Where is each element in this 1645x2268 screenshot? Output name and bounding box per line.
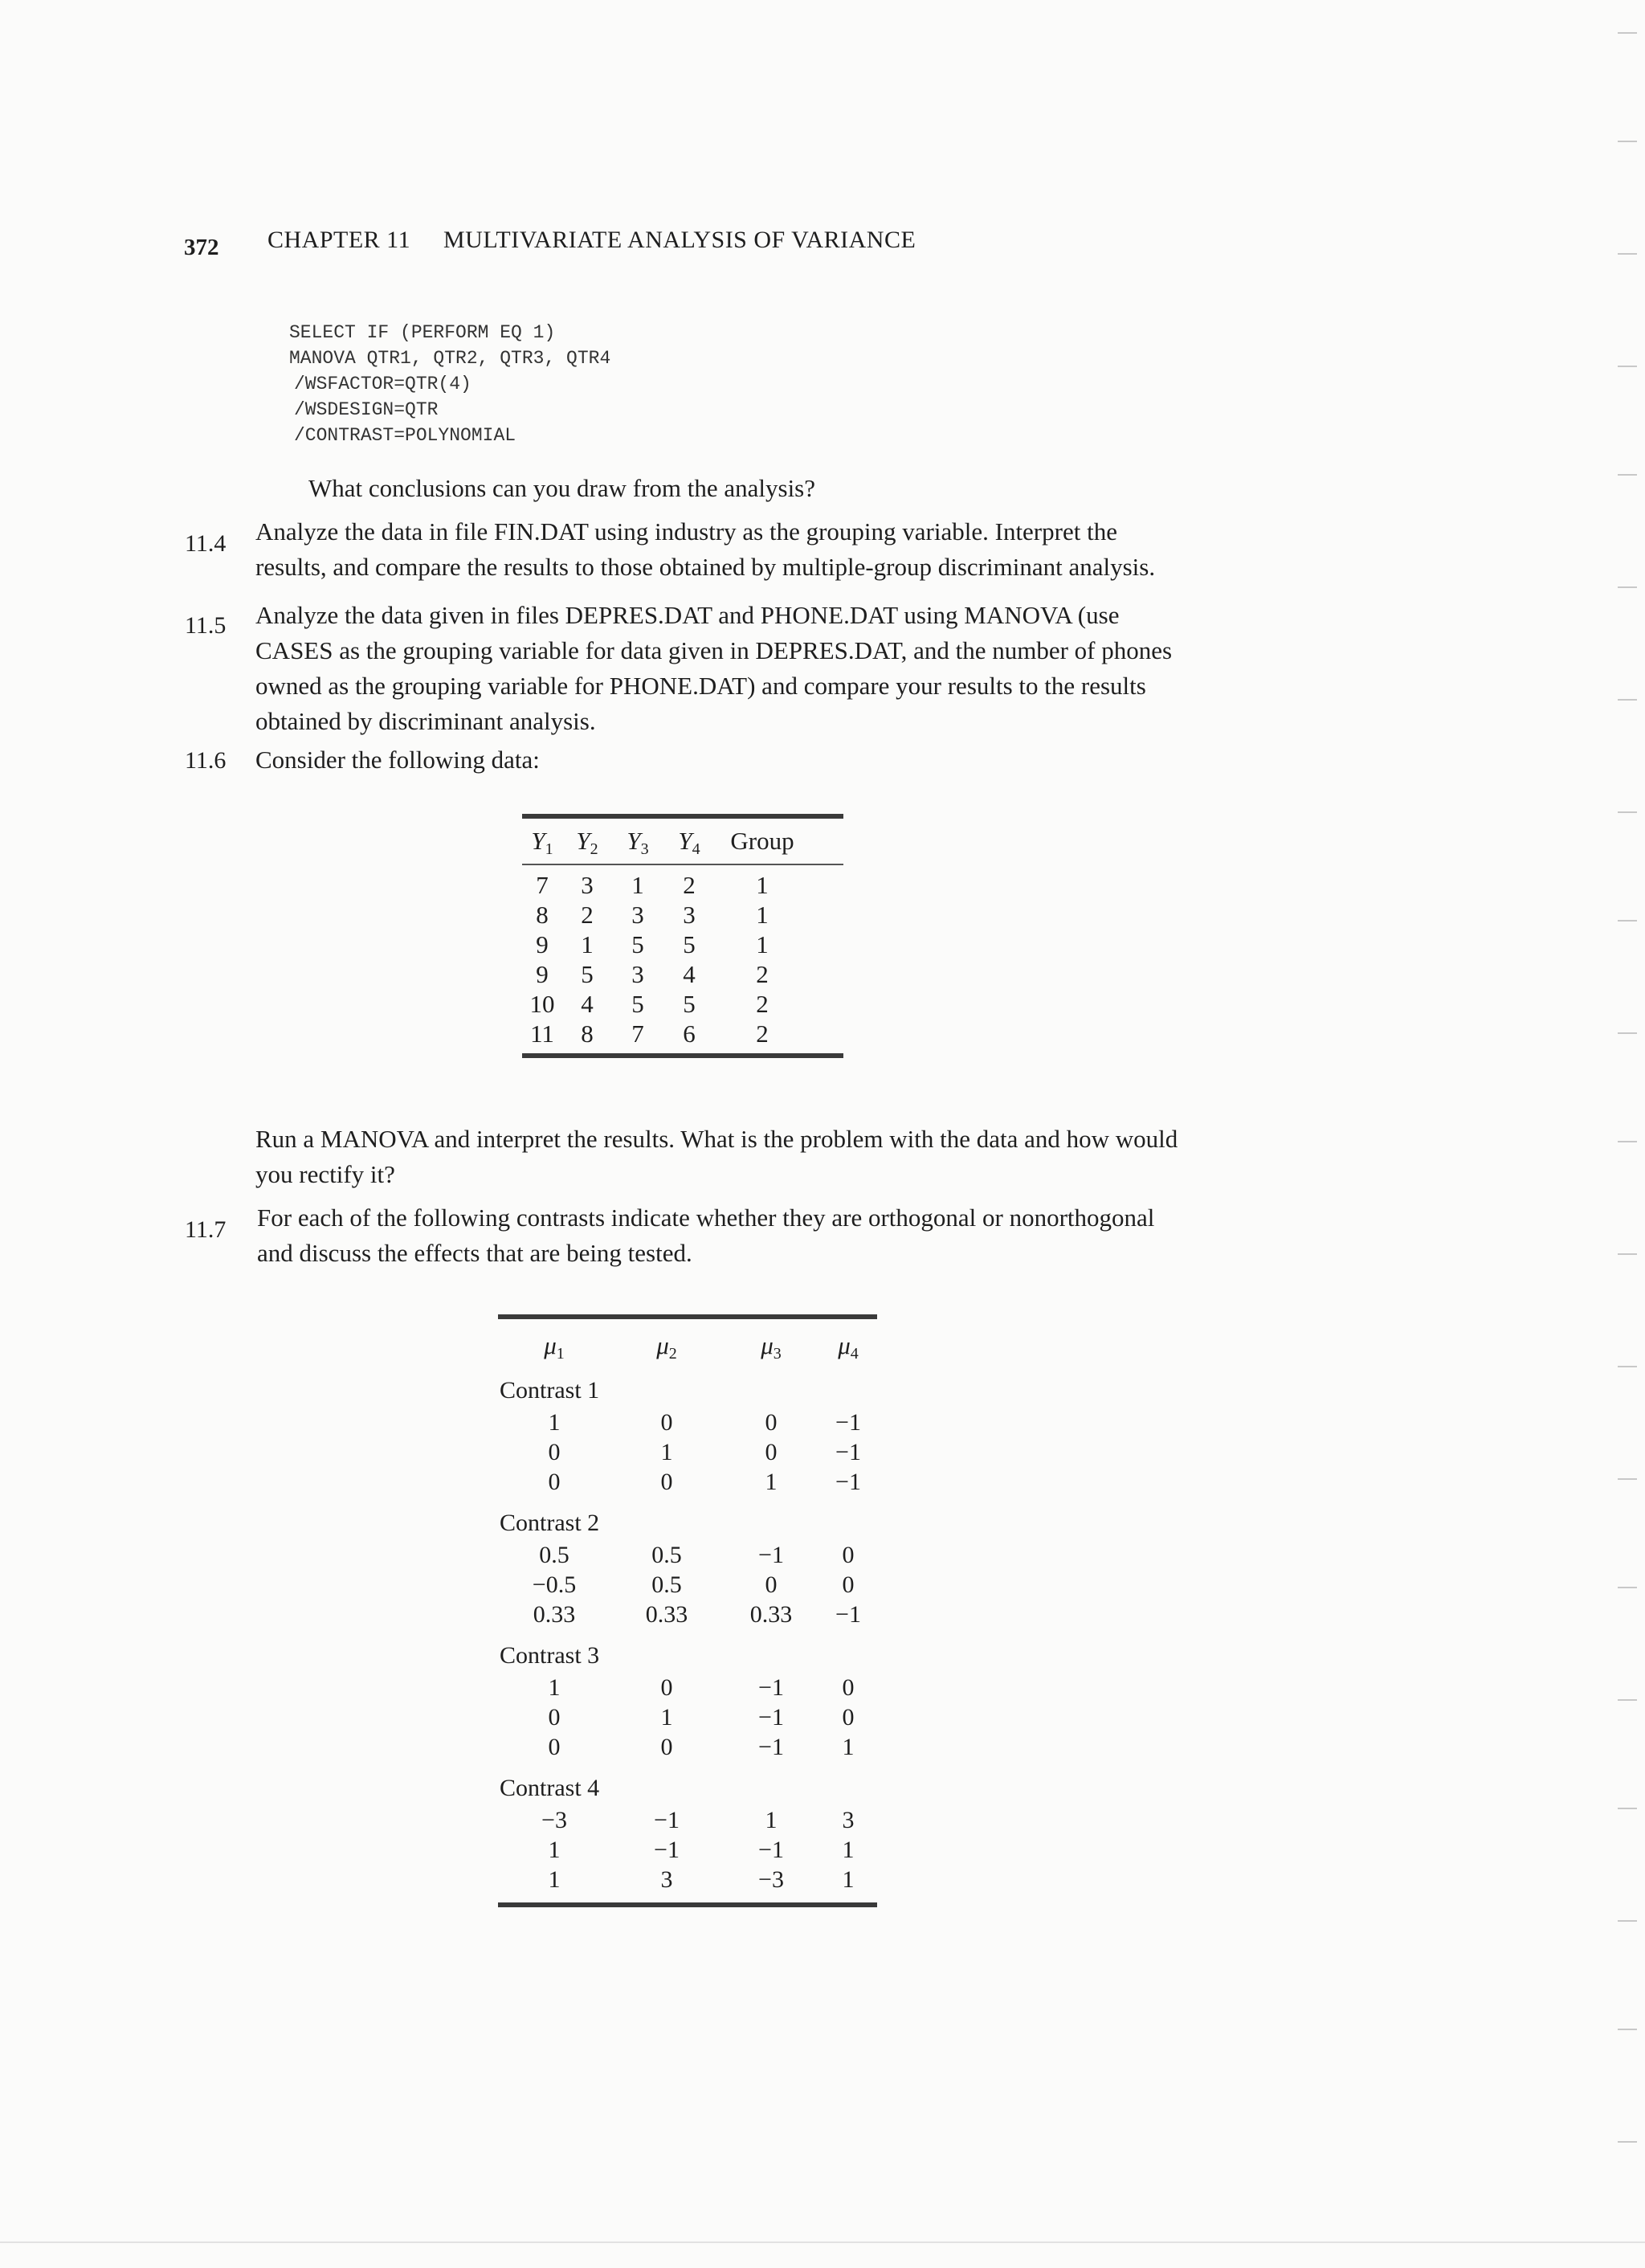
table-cell: 1 (842, 1866, 855, 1893)
table-cell: 0 (765, 1439, 778, 1465)
table-cell: 2 (581, 901, 594, 929)
table-cell: 2 (756, 990, 769, 1018)
table-cell: 6 (683, 1020, 696, 1048)
table-cell: 8 (581, 1020, 594, 1048)
table-cell: 2 (756, 960, 769, 988)
column-header-subscript: 3 (773, 1345, 782, 1363)
table-cell: −1 (758, 1704, 784, 1731)
table-cell: 1 (842, 1734, 855, 1760)
table-cell: 1 (756, 930, 769, 958)
contrast-group (498, 1506, 877, 1629)
table-cell: 1 (756, 901, 769, 929)
table-row (498, 1600, 877, 1629)
table-row (498, 1865, 877, 1894)
table-cell: 3 (631, 901, 644, 929)
table-row (498, 1732, 877, 1762)
table-cell: 5 (631, 930, 644, 958)
table-cell: 0.33 (533, 1601, 576, 1628)
table-row (498, 1437, 877, 1467)
table-row (522, 930, 843, 959)
column-header-base: μ (656, 1331, 669, 1359)
question-number: 11.5 (185, 612, 227, 639)
column-header (562, 819, 612, 872)
column-header (522, 819, 562, 872)
table-cell: −1 (758, 1674, 784, 1701)
column-header (819, 1319, 877, 1380)
code-line: /WSDESIGN=QTR (294, 399, 439, 420)
table-cell: 0 (842, 1704, 855, 1731)
table-cell: 0 (842, 1542, 855, 1568)
column-header-subscript: 4 (692, 840, 700, 858)
table-cell: 1 (548, 1409, 561, 1436)
table-cell: 1 (765, 1469, 778, 1495)
page-number: 372 (184, 235, 219, 260)
table-row (498, 1540, 877, 1570)
table-cell: −1 (758, 1837, 784, 1863)
code-line: MANOVA QTR1, QTR2, QTR3, QTR4 (289, 348, 611, 369)
table-cell: 0.33 (749, 1601, 793, 1628)
conclusion-question: What conclusions can you draw from the analysis? (308, 474, 816, 502)
table-body (522, 865, 843, 1053)
scan-edge-mark (1618, 1699, 1637, 1701)
contrast-label: Contrast 1 (500, 1377, 600, 1404)
contrast-label: Contrast 2 (500, 1510, 600, 1536)
table-row (522, 870, 843, 900)
question-number: 11.4 (185, 530, 227, 557)
question-number: 11.6 (185, 747, 227, 774)
chapter-title: MULTIVARIATE ANALYSIS OF VARIANCE (443, 227, 916, 253)
table-cell: 1 (756, 871, 769, 899)
scan-edge-mark (1618, 1587, 1637, 1588)
scan-edge-mark (1618, 811, 1637, 813)
table-cell: 1 (631, 871, 644, 899)
column-header-subscript: 4 (850, 1345, 859, 1363)
table-cell: −1 (654, 1807, 680, 1833)
column-header (663, 819, 715, 872)
scan-edge-mark (1618, 1032, 1637, 1034)
table-cell: 0.5 (651, 1571, 682, 1598)
table-rule-bottom (522, 1053, 843, 1058)
table-cell: 0 (548, 1704, 561, 1731)
column-header-subscript: 2 (668, 1345, 677, 1363)
table-cell: 5 (683, 990, 696, 1018)
contrast-label: Contrast 3 (500, 1642, 600, 1669)
column-header-base: Y (678, 827, 692, 855)
table-body (498, 1364, 877, 1902)
table-cell: 0 (548, 1734, 561, 1760)
table-row (522, 989, 843, 1019)
table-cell: 0 (842, 1674, 855, 1701)
contrast-label: Contrast 4 (500, 1775, 600, 1801)
table-cell: 3 (683, 901, 696, 929)
table-cell: 8 (536, 901, 549, 929)
column-header (612, 819, 663, 872)
column-header (498, 1319, 610, 1380)
table-row (498, 1805, 877, 1835)
table-cell: 5 (683, 930, 696, 958)
question-text: Consider the following data: (255, 746, 540, 774)
spss-code-block (289, 320, 610, 448)
table-cell: 3 (631, 960, 644, 988)
contrast-group (498, 1639, 877, 1762)
table-row (498, 1408, 877, 1437)
table-cell: 1 (548, 1674, 561, 1701)
table-row (498, 1467, 877, 1497)
scan-edge-mark (1618, 586, 1637, 588)
table-row (498, 1570, 877, 1600)
scan-edge-mark (1618, 2029, 1637, 2030)
scan-edge-mark (1618, 1366, 1637, 1367)
table-cell: 0 (660, 1469, 673, 1495)
table-row (498, 1835, 877, 1865)
table-cell: 5 (581, 960, 594, 988)
table-cell: 10 (529, 990, 555, 1018)
scan-edge-mark (1618, 1141, 1637, 1142)
table-row (498, 1702, 877, 1732)
code-line: SELECT IF (PERFORM EQ 1) (289, 322, 556, 343)
table-cell: −0.5 (532, 1571, 577, 1598)
scan-edge-mark (1618, 920, 1637, 922)
scan-edge-mark (1618, 1478, 1637, 1480)
column-header-subscript: 3 (640, 840, 649, 858)
table-row (522, 959, 843, 989)
column-header-base: Y (531, 827, 545, 855)
table-cell: −1 (835, 1601, 861, 1628)
table-cell: 1 (548, 1866, 561, 1893)
table-cell: −1 (758, 1542, 784, 1568)
table-cell: 1 (842, 1837, 855, 1863)
scan-edge-mark (1618, 1253, 1637, 1255)
question-text: For each of the following contrasts indicate whether they are orthogonal or nonorthogonal and discuss the effects that are being tested. (257, 1203, 1155, 1267)
column-header-base: Y (576, 827, 590, 855)
table-cell: 9 (536, 960, 549, 988)
scan-edge-mark (1618, 32, 1637, 34)
table-cell: 4 (683, 960, 696, 988)
column-header-base: Y (627, 827, 641, 855)
scan-edge-mark (1618, 1920, 1637, 1922)
table-row (522, 900, 843, 930)
table-cell: 4 (581, 990, 594, 1018)
table-cell: 0 (765, 1409, 778, 1436)
scan-edge-mark (1618, 2141, 1637, 2143)
table-cell: 5 (631, 990, 644, 1018)
scan-edge-mark (1618, 474, 1637, 476)
table-cell: 1 (548, 1837, 561, 1863)
table-cell: 3 (842, 1807, 855, 1833)
chapter-label: CHAPTER 11 (267, 227, 411, 253)
table-cell: 1 (581, 930, 594, 958)
table-cell: 7 (536, 871, 549, 899)
question-text: Analyze the data in file FIN.DAT using industry as the grouping variable. Interpret the results, and compare the results to those obtained by multiple-group discriminant analysis. (255, 517, 1156, 581)
table-cell: −1 (758, 1734, 784, 1760)
table-row (498, 1673, 877, 1702)
table-cell: 0 (660, 1674, 673, 1701)
table-cell: 0 (765, 1571, 778, 1598)
table-cell: 0 (548, 1469, 561, 1495)
column-header (715, 819, 810, 872)
table-cell: 3 (660, 1866, 673, 1893)
question-number: 11.7 (185, 1216, 227, 1243)
scan-edge-mark (1618, 253, 1637, 255)
table-cell: 9 (536, 930, 549, 958)
table-cell: 11 (530, 1020, 554, 1048)
table-rule-bottom (498, 1902, 877, 1907)
table-cell: −3 (758, 1866, 784, 1893)
table-cell: 1 (660, 1704, 673, 1731)
table-cell: 0 (660, 1409, 673, 1436)
table-cell: −1 (835, 1409, 861, 1436)
scan-edge-mark (1618, 141, 1637, 142)
data-table (522, 814, 843, 1058)
table-header-row (522, 819, 843, 864)
table-cell: 0 (842, 1571, 855, 1598)
table-cell: −3 (541, 1807, 567, 1833)
table-cell: 0 (548, 1439, 561, 1465)
table-row (522, 1019, 843, 1048)
table-cell: 2 (683, 871, 696, 899)
scan-edge-mark (1618, 1808, 1637, 1809)
column-header-base: μ (761, 1331, 774, 1359)
code-line: /WSFACTOR=QTR(4) (294, 374, 471, 394)
column-header-subscript: 1 (556, 1345, 565, 1363)
column-header-base: μ (838, 1331, 851, 1359)
scan-edge-mark (1618, 366, 1637, 367)
column-header-subscript: 2 (590, 840, 598, 858)
scan-edge-mark (1618, 699, 1637, 701)
contrast-group (498, 1771, 877, 1894)
contrast-group (498, 1374, 877, 1497)
table-cell: −1 (654, 1837, 680, 1863)
table-cell: 0.5 (539, 1542, 569, 1568)
contrast-table (498, 1314, 877, 1907)
table-cell: 1 (765, 1807, 778, 1833)
table-cell: 7 (631, 1020, 644, 1048)
column-header-subscript: 1 (545, 840, 553, 858)
table-header-row (498, 1319, 877, 1364)
question-followup: Run a MANOVA and interpret the results. What is the problem with the data and how would you rectify it? (255, 1125, 1178, 1188)
table-cell: 0.33 (645, 1601, 688, 1628)
scan-bottom-edge (0, 2241, 1645, 2243)
column-header (723, 1319, 819, 1380)
table-cell: 1 (660, 1439, 673, 1465)
table-cell: −1 (835, 1469, 861, 1495)
column-header-base: μ (544, 1331, 557, 1359)
code-line: /CONTRAST=POLYNOMIAL (294, 425, 516, 446)
column-header (610, 1319, 723, 1380)
question-text: Analyze the data given in files DEPRES.DAT and PHONE.DAT using MANOVA (use CASES as the grouping variable for data given in DEPRES.DAT, and the number of phones owned as the grouping variable for PHONE.DAT) and compare your results to the results obtained by discriminant analysis. (255, 601, 1173, 735)
table-cell: 0.5 (651, 1542, 682, 1568)
table-cell: −1 (835, 1439, 861, 1465)
table-cell: 3 (581, 871, 594, 899)
table-cell: 2 (756, 1020, 769, 1048)
column-header-base: Group (730, 827, 794, 855)
table-cell: 0 (660, 1734, 673, 1760)
